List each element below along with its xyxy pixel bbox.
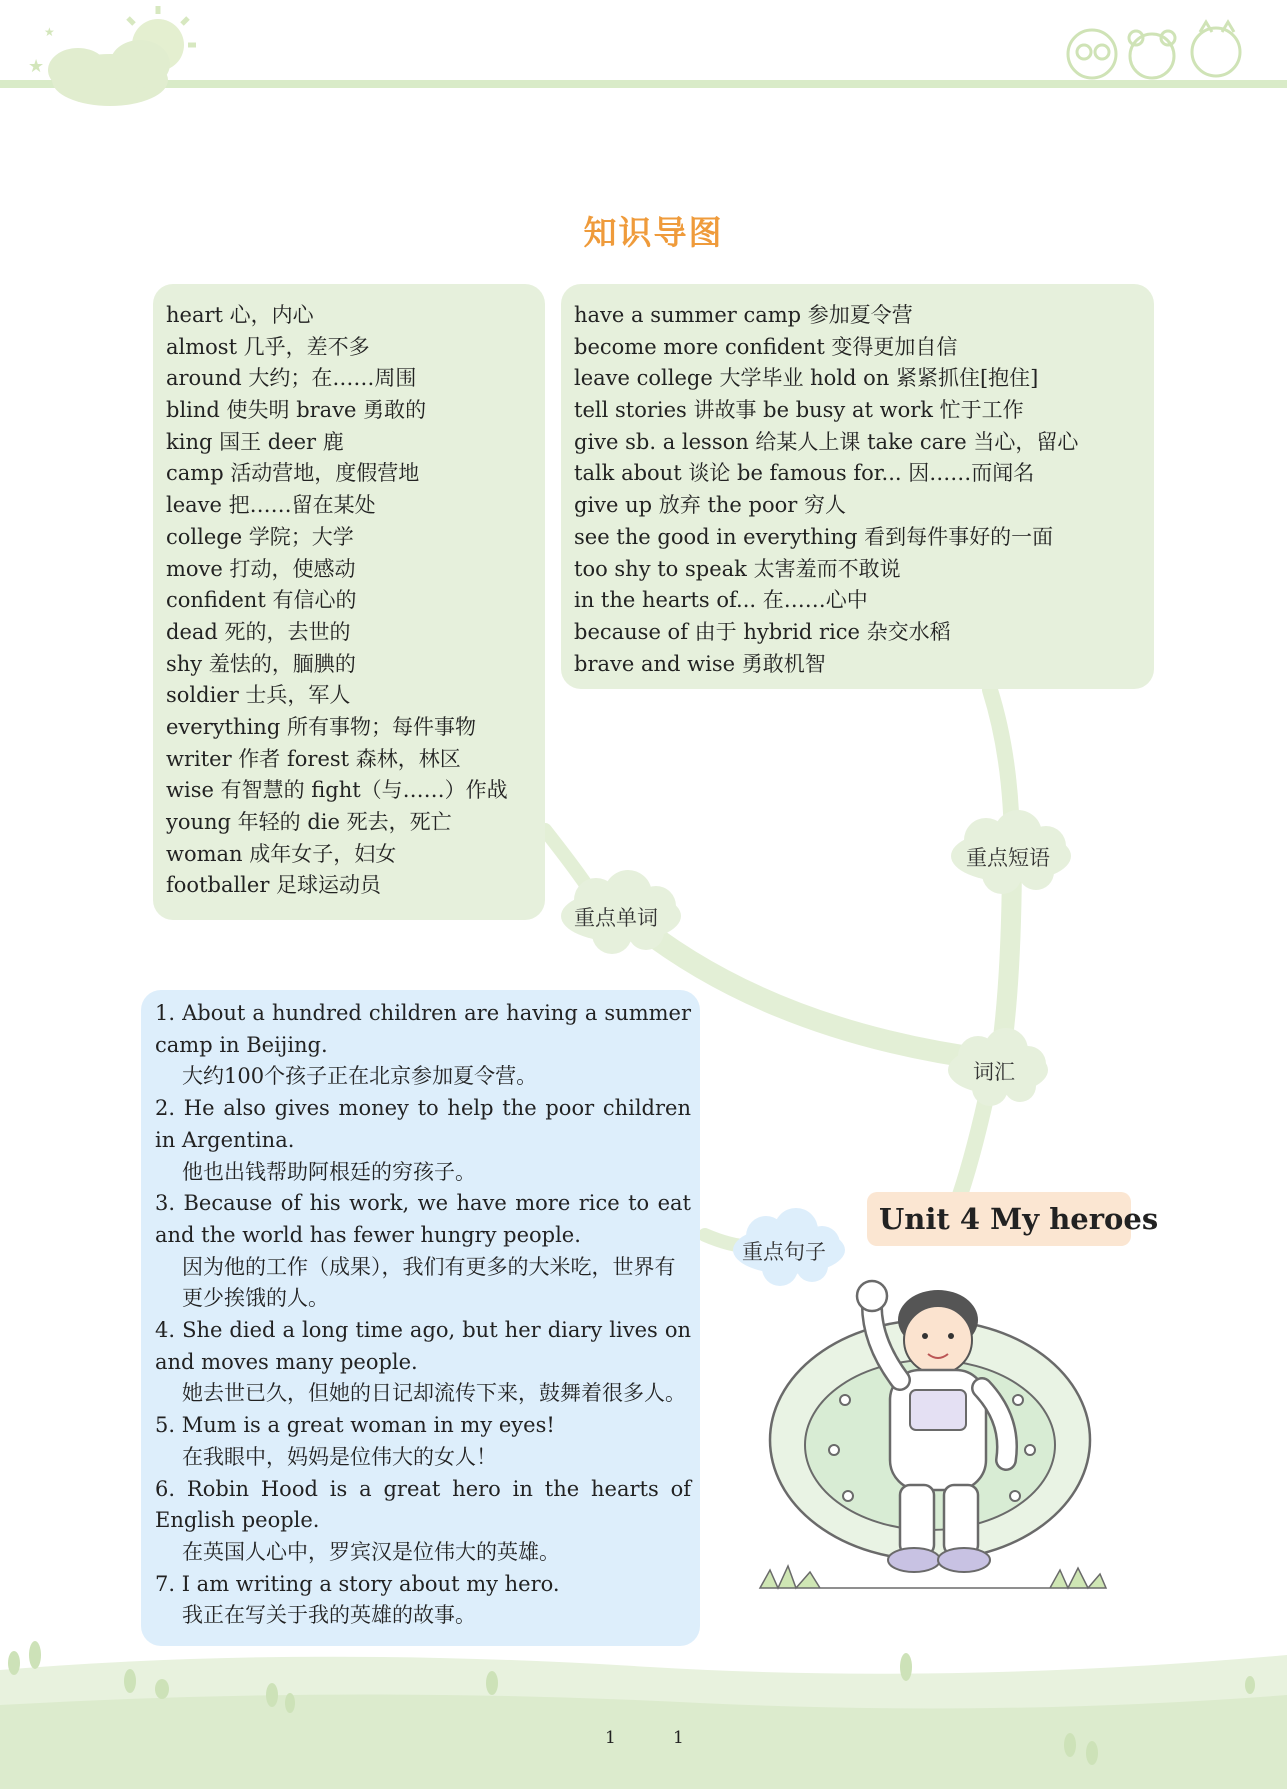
sentence-english: 7. I am writing a story about my hero.	[155, 1571, 560, 1596]
key-phrase-entry: tell stories 讲故事 be busy at work 忙于工作	[574, 398, 1024, 423]
key-word-entry: around 大约；在……周围	[166, 366, 417, 391]
key-sentences-label: 重点句子	[742, 1240, 826, 1264]
key-words-label: 重点单词	[574, 906, 658, 930]
landscape-footer	[0, 1625, 1287, 1789]
key-word-entry: confident 有信心的	[166, 588, 357, 613]
sentence-english: 4. She died a long time ago, but her diary lives on and moves many people.	[155, 1318, 691, 1374]
unit-title: Unit 4 My heroes	[879, 1202, 1159, 1236]
key-word-entry: young 年轻的 die 死去，死亡	[166, 810, 452, 834]
sentence-chinese: 我正在写关于我的英雄的故事。	[182, 1603, 476, 1628]
page-number-left: 1	[605, 1728, 616, 1748]
key-word-entry: almost 几乎，差不多	[166, 334, 370, 359]
key-phrases-list	[574, 300, 1078, 680]
key-sentences-list	[155, 998, 691, 1632]
key-phrase-entry: see the good in everything 看到每件事好的一面	[574, 524, 1054, 549]
key-word-entry: soldier 士兵，军人	[166, 683, 351, 708]
sentence-item	[155, 1093, 691, 1188]
unit-title-box	[867, 1192, 1159, 1246]
svg-text:★: ★	[28, 56, 45, 77]
svg-text:★: ★	[44, 25, 55, 39]
sentence-item	[155, 998, 691, 1093]
vocabulary-label: 词汇	[973, 1060, 1015, 1084]
sentence-item	[155, 1569, 691, 1632]
sentence-chinese: 在英国人心中，罗宾汉是位伟大的英雄。	[182, 1539, 560, 1564]
sentence-chinese: 他也出钱帮助阿根廷的穷孩子。	[182, 1159, 476, 1184]
sentence-english: 5. Mum is a great woman in my eyes!	[155, 1413, 555, 1438]
sentence-chinese: 大约100个孩子正在北京参加夏令营。	[182, 1064, 538, 1089]
key-words-box	[153, 284, 545, 920]
key-phrase-entry: brave and wise 勇敢机智	[574, 651, 826, 676]
sentence-chinese: 在我眼中，妈妈是位伟大的女人！	[182, 1444, 497, 1469]
sentence-item	[155, 1315, 691, 1410]
key-words-list	[166, 300, 508, 902]
page-title: 知识导图	[583, 213, 724, 252]
sentence-item	[155, 1188, 691, 1315]
key-word-entry: blind 使失明 brave 勇敢的	[166, 398, 427, 423]
astronaut-illustration	[750, 1270, 1110, 1600]
sentence-item	[155, 1474, 691, 1569]
key-word-entry: dead 死的，去世的	[166, 619, 351, 644]
key-word-entry: move 打动，使感动	[166, 556, 356, 581]
key-word-entry: wise 有智慧的 fight（与……）作战	[166, 778, 508, 803]
sentence-english: 3. Because of his work, we have more rice to eat and the world has fewer hungry people.	[155, 1191, 691, 1247]
key-phrase-entry: become more confident 变得更加自信	[574, 334, 958, 359]
page-number-right: 1	[673, 1728, 684, 1748]
key-phrase-entry: give up 放弃 the poor 穷人	[574, 493, 846, 518]
key-word-entry: shy 羞怯的，腼腆的	[166, 651, 356, 676]
key-phrase-entry: because of 由于 hybrid rice 杂交水稻	[574, 619, 951, 644]
key-word-entry: college 学院；大学	[166, 524, 354, 549]
key-word-entry: king 国王 deer 鹿	[166, 429, 344, 454]
sentence-english: 2. He also gives money to help the poor children in Argentina.	[155, 1096, 691, 1152]
key-phrase-entry: leave college 大学毕业 hold on 紧紧抓住[抱住]	[574, 366, 1039, 391]
key-word-entry: heart 心，内心	[166, 303, 314, 327]
sentence-english: 1. About a hundred children are having a summer camp in Beijing.	[155, 1001, 691, 1057]
sentence-item	[155, 1410, 691, 1473]
key-phrase-entry: give sb. a lesson 给某人上课 take care 当心，留心	[574, 429, 1079, 454]
sentence-chinese: 她去世已久，但她的日记却流传下来，鼓舞着很多人。	[182, 1381, 686, 1406]
key-word-entry: woman 成年女子，妇女	[166, 841, 397, 866]
key-phrases-label: 重点短语	[966, 846, 1050, 870]
key-phrase-entry: talk about 谈论 be famous for... 因……而闻名	[574, 461, 1035, 486]
key-phrase-entry: too shy to speak 太害羞而不敢说	[574, 556, 901, 581]
sentence-chinese: 因为他的工作（成果），我们有更多的大米吃，世界有更少挨饿的人。	[182, 1254, 676, 1311]
key-phrases-box	[561, 284, 1154, 689]
key-phrase-entry: have a summer camp 参加夏令营	[574, 303, 913, 327]
key-word-entry: leave 把……留在某处	[166, 493, 376, 518]
key-word-entry: writer 作者 forest 森林，林区	[166, 746, 461, 771]
key-phrase-entry: in the hearts of... 在……心中	[574, 588, 868, 613]
key-word-entry: footballer 足球运动员	[166, 873, 382, 898]
sentence-english: 6. Robin Hood is a great hero in the hearts of English people.	[155, 1476, 691, 1533]
key-word-entry: everything 所有事物；每件事物	[166, 714, 476, 739]
key-word-entry: camp 活动营地，度假营地	[166, 461, 420, 486]
key-sentences-box	[141, 990, 700, 1646]
